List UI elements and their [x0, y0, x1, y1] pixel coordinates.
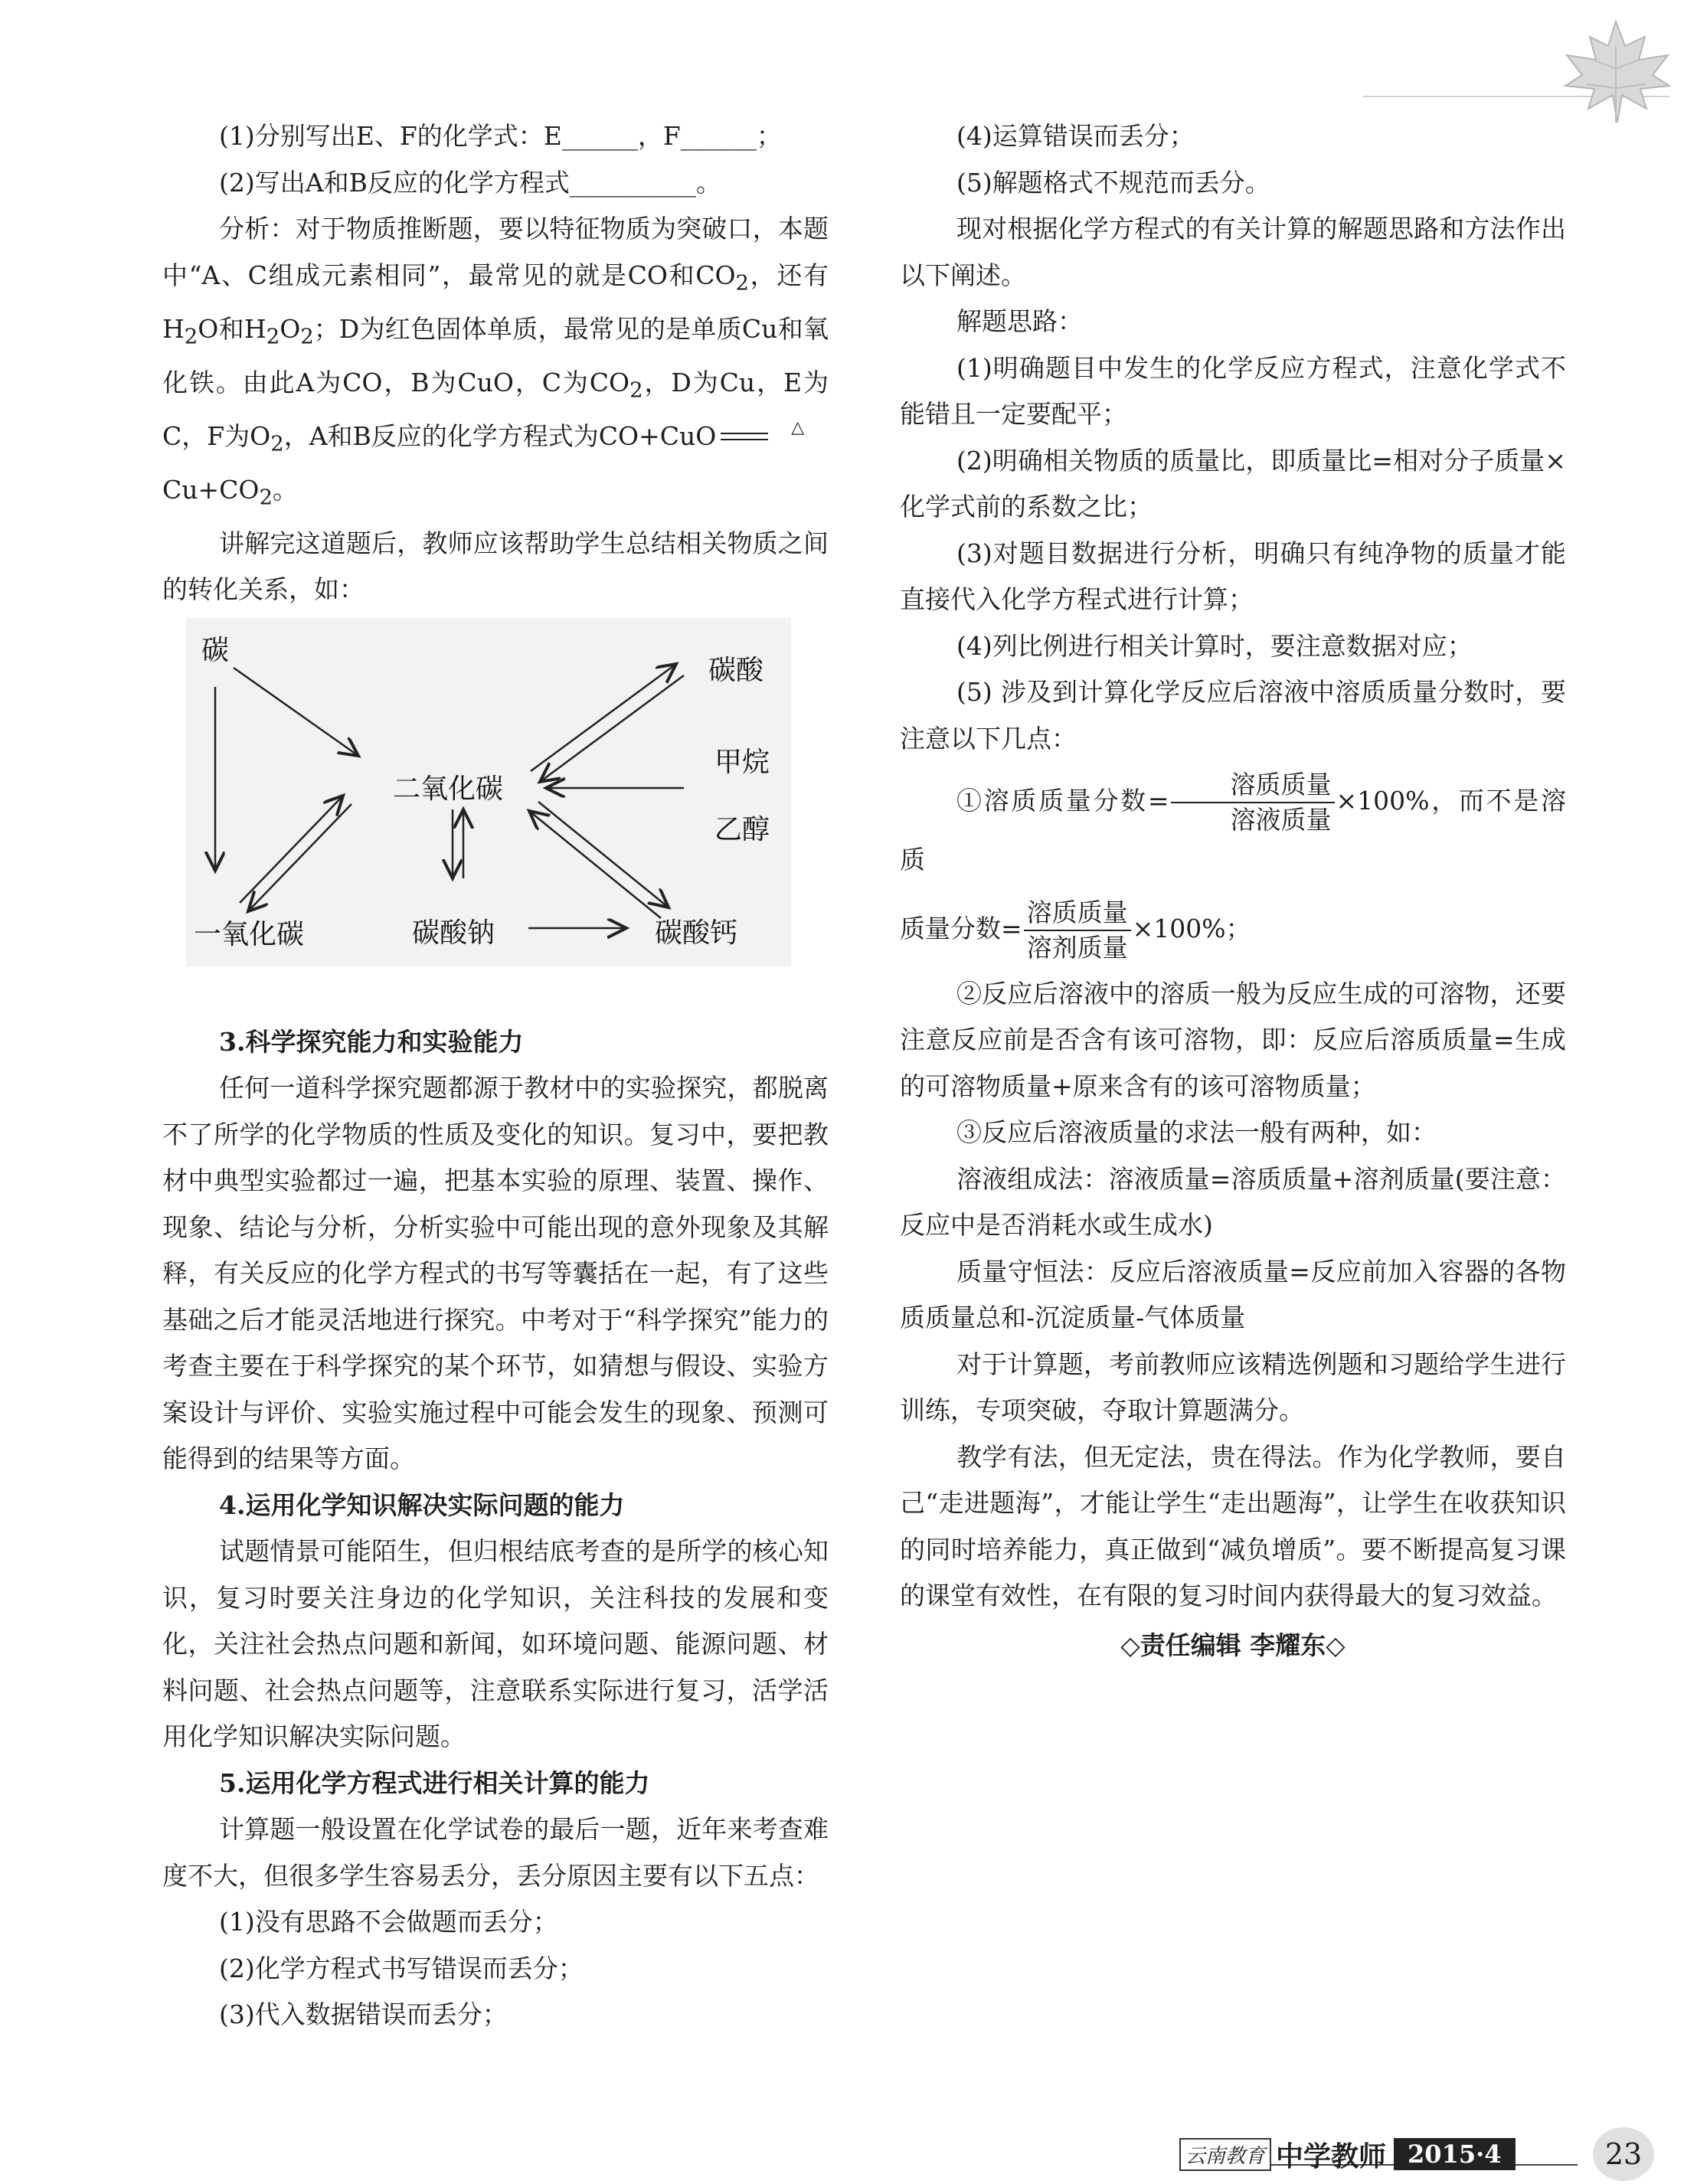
editor-credit: ◇责任编辑 李耀东◇ [1120, 1630, 1346, 1660]
conclusion: 教学有法，但无定法，贵在得法。作为化学教师，要自己“走进题海”，才能让学生“走出题海”，让学生在收获知识的同时培养能力，真正做到“减负增质”。要不断提高复习课的课堂有效性，在有限的复习时间内获得最大的复习效益。 [900, 1441, 1566, 1610]
section-5-heading: 5.运用化学方程式进行相关计算的能力 [219, 1767, 650, 1798]
point-2: ②反应后溶液中的溶质一般为反应生成的可溶物，还要注意反应前是否含有该可溶物，即：反应后溶质质量=生成的可溶物质量+原来含有的该可溶物质量； [900, 978, 1566, 1101]
fraction-solute-solution: $\frac{\text{溶质质量}}{\text{溶液质量}}$ [1171, 768, 1335, 837]
maple-leaf-icon [1555, 15, 1677, 130]
intro-paragraph: 现对根据化学方程式的有关计算的解题思路和方法作出以下阐述。 [900, 214, 1566, 290]
label-carbon-dioxide: 二氧化碳 [393, 773, 504, 805]
footer-magazine: 中学教师 [1276, 2140, 1387, 2173]
heat-equals-sign: △ [721, 425, 768, 451]
section-3-heading: 3.科学探究能力和实验能力 [219, 1026, 524, 1057]
thinking-4: (4)列比例进行相关计算时，要注意数据对应； [956, 630, 1473, 661]
calc-note: 对于计算题，考前教师应该精选例题和习题给学生进行训练，专项突破，夺取计算题满分。 [900, 1349, 1566, 1425]
reason-3: (3)代入数据错误而丢分； [219, 1999, 508, 2030]
method-1: 溶液组成法：溶液质量=溶质质量+溶剂质量(要注意：反应中是否消耗水或生成水) [900, 1163, 1566, 1240]
reason-1: (1)没有思路不会做题而丢分； [219, 1907, 558, 1937]
footer [1179, 2134, 1516, 2174]
thinking-3: (3)对题目数据进行分析，明确只有纯净物的质量才能直接代入化学方程式进行计算； [900, 538, 1566, 614]
section-4-heading: 4.运用化学知识解决实际问题的能力 [219, 1489, 625, 1520]
section-4-body: 试题情景可能陌生，但归根结底考查的是所学的核心知识，复习时要关注身边的化学知识，关注科技的发展和变化，关注社会热点问题和新闻，如环境问题、能源问题、材料问题、社会热点问题等，注意联系实际进行复习，活学活用化学知识解决实际问题。 [162, 1536, 829, 1752]
thinking-5: (5) 涉及到计算化学反应后溶液中溶质质量分数时，要注意以下几点： [900, 677, 1566, 754]
thinking-heading: 解题思路： [956, 306, 1083, 336]
label-carbonic-acid: 碳酸 [708, 655, 764, 686]
analysis-paragraph: 分析：对于物质推断题，要以特征物质为突破口，本题中“A、C组成元素相同”，最常见的就是CO和$CO_2$，还有$H_2O$和$H_2O_2$；D为红色固体单质，最常见的是单质Cu和氧化铁。由此A为CO，B为CuO，C为$CO_2$，D为Cu，E为C，F为$O_2$，A和B反应的化学方程式为CO+CuO △ $Cu+CO_2$。 [162, 214, 829, 510]
label-carbon-monoxide: 一氧化碳 [194, 919, 305, 950]
label-ethanol: 乙醇 [714, 814, 770, 845]
label-methane: 甲烷 [714, 747, 770, 778]
question-2: (2)写出A和B反应的化学方程式__________。 [219, 167, 721, 198]
footer-brand-logo: 云南教育 [1179, 2138, 1271, 2171]
reason-2: (2)化学方程式书写错误而丢分； [219, 1953, 584, 1983]
section-3-body: 任何一道科学探究题都源于教材中的实验探究，都脱离不了所学的化学物质的性质及变化的知识。复习中，要把教材中典型实验都过一遍，把基本实验的原理、装置、操作、现象、结论与分析，分析实验中可能出现的意外现象及其解释，有关反应的化学方程式的书写等囊括在一起，有了这些基础之后才能灵活地进行探究。中考对于“科学探究”能力的考查主要在于科学探究的某个环节，如猜想与假设、实验方案设计与评价、实验实施过程中可能会发生的现象、预测可能得到的结果等方面。 [162, 1073, 829, 1474]
right-column [900, 113, 1566, 1669]
label-calcium-carbonate: 碳酸钙 [655, 917, 738, 949]
left-column [162, 113, 829, 2039]
thinking-2: (2)明确相关物质的质量比，即质量比=相对分子质量×化学式前的系数之比； [900, 445, 1566, 521]
label-sodium-carbonate: 碳酸钠 [412, 917, 495, 949]
after-explain-paragraph: 讲解完这道题后，教师应该帮助学生总结相关物质之间的转化关系，如： [162, 528, 829, 605]
thinking-1: (1)明确题目中发生的化学反应方程式，注意化学式不能错且一定要配平； [900, 352, 1566, 429]
point-3: ③反应后溶液质量的求法一般有两种，如： [956, 1117, 1437, 1147]
reason-4: (4)运算错误而丢分； [956, 121, 1195, 151]
question-1: (1)分别写出E、F的化学式：E______，F______； [219, 121, 782, 151]
carbon-conversion-diagram [186, 618, 791, 966]
fraction-solute-solvent: $\frac{\text{溶质质量}}{\text{溶剂质量}}$ [1024, 896, 1131, 965]
footer-issue: 2015·4 [1394, 2138, 1515, 2170]
formula-line-2: 质量分数= $\frac{\text{溶质质量}}{\text{溶剂质量}}$ ×100%； [900, 890, 1566, 971]
label-carbon: 碳 [201, 635, 230, 666]
section-5-body: 计算题一般设置在化学试卷的最后一题，近年来考查难度不大，但很多学生容易丢分，丢分原因主要有以下五点： [162, 1814, 829, 1891]
formula-line-1: ①溶质质量分数= $\frac{\text{溶质质量}}{\text{溶液质量}}$ ×100%，而不是溶质 [900, 770, 1567, 875]
reason-5: (5)解题格式不规范而丢分。 [956, 167, 1270, 198]
page-number: 23 [1593, 2127, 1654, 2181]
method-2: 质量守恒法：反应后溶液质量=反应前加入容器的各物质质量总和-沉淀质量-气体质量 [900, 1256, 1566, 1332]
